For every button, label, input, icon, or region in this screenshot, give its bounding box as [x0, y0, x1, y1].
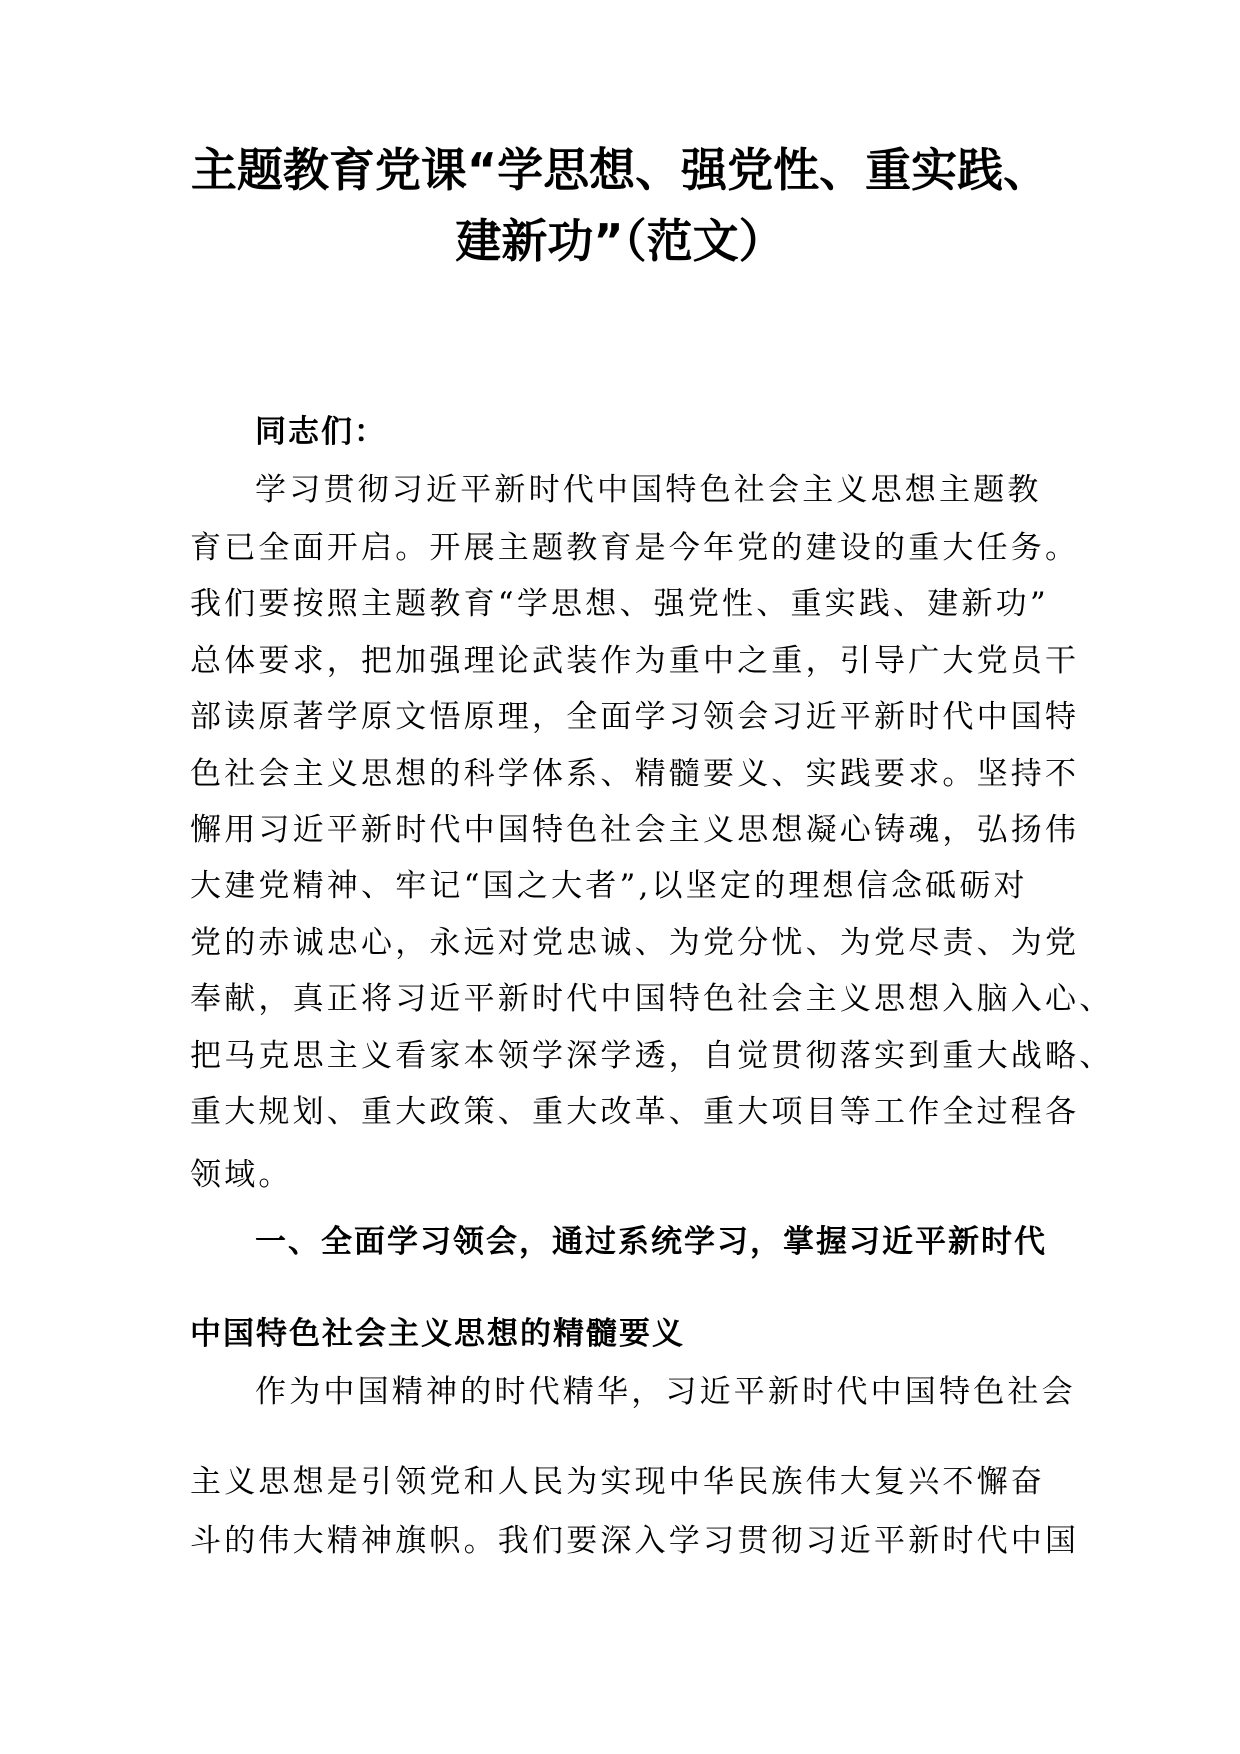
- paragraph-2-line: 作为中国精神的时代精华，习近平新时代中国特色社会: [255, 1374, 1076, 1410]
- paragraph-1-line: 育已全面开启。开展主题教育是今年党的建设的重大任务。: [190, 530, 1080, 566]
- paragraph-1-line: 重大规划、重大政策、重大改革、重大项目等工作全过程各: [190, 1094, 1080, 1130]
- paragraph-1-line: 大建党精神、牢记“国之大者”,以坚定的理想信念砥砺对: [190, 868, 1028, 904]
- paragraph-1-line: 把马克思主义看家本领学深学透，自觉贯彻落实到重大战略、: [190, 1038, 1114, 1074]
- section-1-heading-line: 中国特色社会主义思想的精髓要义: [190, 1316, 685, 1352]
- paragraph-1-line: 党的赤诚忠心，永远对党忠诚、为党分忧、为党尽责、为党: [190, 925, 1080, 961]
- paragraph-1-line: 总体要求，把加强理论武装作为重中之重，引导广大党员干: [190, 643, 1080, 679]
- salutation: 同志们：: [255, 414, 387, 450]
- document-title-line-1: 主题教育党课“学思想、强党性、重实践、: [190, 143, 1050, 197]
- paragraph-2-line: 主义思想是引领党和人民为实现中华民族伟大复兴不懈奋: [190, 1464, 1045, 1500]
- paragraph-1-line: 领域。: [190, 1157, 293, 1193]
- paragraph-1-line: 部读原著学原文悟原理，全面学习领会习近平新时代中国特: [190, 699, 1080, 735]
- document-title-line-2: 建新功”（范文）: [455, 214, 785, 268]
- paragraph-2-line: 斗的伟大精神旗帜。我们要深入学习贯彻习近平新时代中国: [190, 1523, 1080, 1559]
- section-1-heading-line: 一、全面学习领会，通过系统学习，掌握习近平新时代: [255, 1224, 1047, 1260]
- paragraph-1-line: 奉献，真正将习近平新时代中国特色社会主义思想入脑入心、: [190, 981, 1114, 1017]
- paragraph-1-line: 懈用习近平新时代中国特色社会主义思想凝心铸魂，弘扬伟: [190, 812, 1080, 848]
- paragraph-1-line: 我们要按照主题教育“学思想、强党性、重实践、建新功”: [190, 586, 1049, 622]
- paragraph-1-line: 学习贯彻习近平新时代中国特色社会主义思想主题教: [255, 472, 1042, 508]
- paragraph-1-line: 色社会主义思想的科学体系、精髓要义、实践要求。坚持不: [190, 756, 1080, 792]
